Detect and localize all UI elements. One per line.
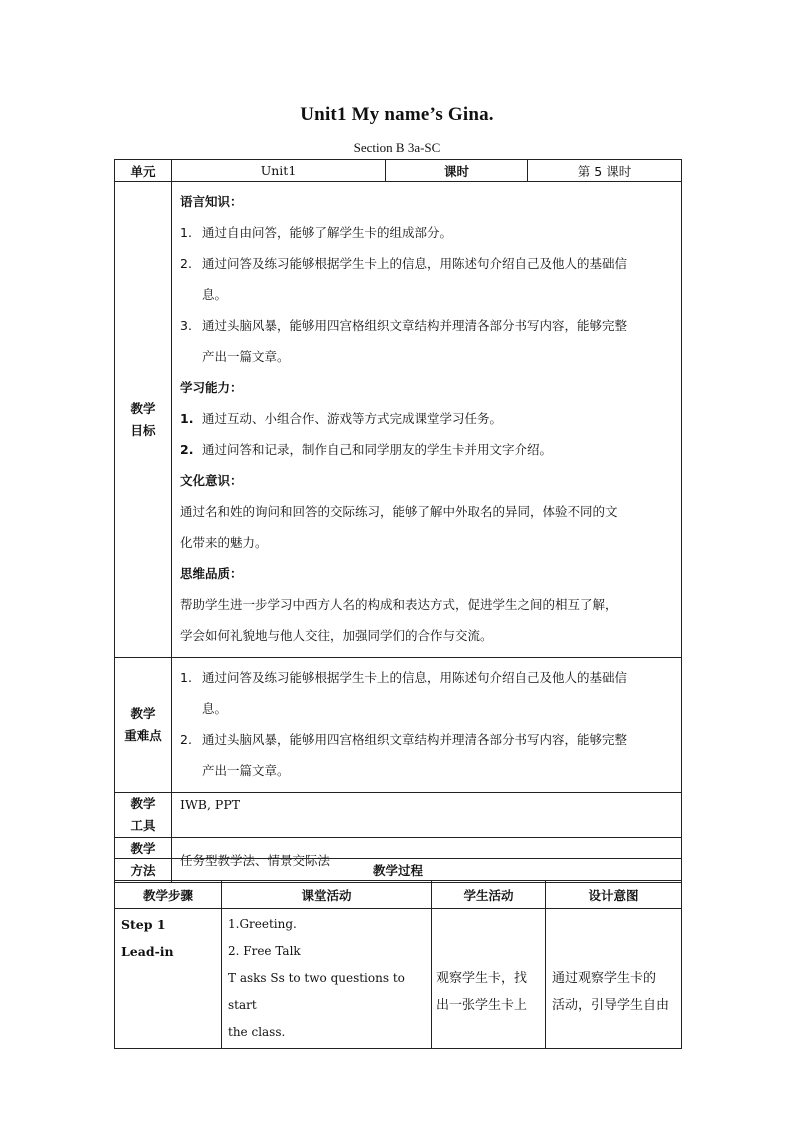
process-table bbox=[114, 858, 682, 1049]
document-title: Unit1 My name’s Gina. bbox=[300, 104, 494, 125]
methods-value: 任务型教学法、情景交际法 bbox=[172, 838, 682, 883]
language-item-line: 息。 bbox=[202, 287, 228, 302]
step-number: Step 1 bbox=[121, 917, 166, 932]
language-item-line: 产出一篇文章。 bbox=[202, 349, 290, 364]
student-line: 观察学生卡，找 bbox=[436, 971, 528, 986]
ability-item-line bbox=[180, 403, 675, 434]
key-points-content bbox=[172, 658, 682, 793]
column-design: 设计意图 bbox=[546, 881, 682, 909]
ability-item-text: 通过问答和记录，制作自己和同学朋友的学生卡并用文字介绍。 bbox=[202, 442, 553, 457]
activity-cell bbox=[222, 909, 432, 1049]
thinking-line: 帮助学生进一步学习中西方人名的构成和表达方式，促进学生之间的相互了解， bbox=[180, 597, 618, 612]
culture-line: 化带来的魅力。 bbox=[180, 535, 268, 550]
activity-line: the class. bbox=[228, 1025, 286, 1039]
student-line: 出一张学生卡上 bbox=[436, 998, 528, 1013]
language-item-text: 通过头脑风暴，能够用四宫格组织文章结构并理清各部分书写内容，能够完整 bbox=[202, 318, 628, 333]
period-label: 课时 bbox=[386, 160, 528, 182]
process-heading: 教学过程 bbox=[115, 859, 682, 881]
unit-label: 单元 bbox=[115, 160, 172, 182]
tools-label: 教学 工具 bbox=[115, 793, 172, 838]
objectives-label: 教学 目标 bbox=[115, 182, 172, 658]
step-name: Lead-in bbox=[121, 944, 174, 959]
design-line: 通过观察学生卡的 bbox=[552, 971, 657, 986]
language-item-line bbox=[180, 248, 675, 279]
key-point-item-text: 通过头脑风暴，能够用四宫格组织文章结构并理清各部分书写内容，能够完整 bbox=[202, 732, 628, 747]
ability-item-number: 2. bbox=[180, 442, 194, 457]
column-step: 教学步骤 bbox=[115, 881, 222, 909]
design-cell bbox=[546, 909, 682, 1049]
ability-heading: 学习能力： bbox=[180, 380, 243, 395]
methods-label: 教学 方法 bbox=[115, 838, 172, 883]
ability-item-text: 通过互动、小组合作、游戏等方式完成课堂学习任务。 bbox=[202, 411, 503, 426]
thinking-heading: 思维品质： bbox=[180, 566, 243, 581]
step-cell bbox=[115, 909, 222, 1049]
period-value: 第 5 课时 bbox=[528, 160, 682, 182]
language-heading: 语言知识： bbox=[180, 194, 243, 209]
culture-heading: 文化意识： bbox=[180, 473, 243, 488]
ability-item-number: 1. bbox=[180, 411, 194, 426]
activity-line: T asks Ss to two questions to start bbox=[228, 971, 405, 1012]
culture-line: 通过名和姓的询问和回答的交际练习，能够了解中外取名的异同，体验不同的文 bbox=[180, 504, 618, 519]
language-item-line bbox=[180, 310, 675, 341]
language-item-number: 3. bbox=[180, 318, 192, 333]
language-item-text: 通过问答及练习能够根据学生卡上的信息，用陈述句介绍自己及他人的基础信 bbox=[202, 256, 628, 271]
language-item-line bbox=[180, 217, 675, 248]
language-item-text: 通过自由问答，能够了解学生卡的组成部分。 bbox=[202, 225, 453, 240]
column-student: 学生活动 bbox=[432, 881, 546, 909]
key-point-item-line: 息。 bbox=[202, 701, 228, 716]
key-point-item-number: 1. bbox=[180, 670, 192, 685]
lesson-info-table bbox=[114, 159, 682, 883]
activity-line: 2. Free Talk bbox=[228, 944, 301, 958]
language-item-number: 1. bbox=[180, 225, 192, 240]
key-point-item-line: 产出一篇文章。 bbox=[202, 763, 290, 778]
thinking-line: 学会如何礼貌地与他人交往，加强同学们的合作与交流。 bbox=[180, 628, 493, 643]
objectives-content bbox=[172, 182, 682, 658]
key-point-item-number: 2. bbox=[180, 732, 192, 747]
key-point-item-text: 通过问答及练习能够根据学生卡上的信息，用陈述句介绍自己及他人的基础信 bbox=[202, 670, 628, 685]
activity-line: 1.Greeting. bbox=[228, 917, 297, 931]
language-item-number: 2. bbox=[180, 256, 192, 271]
tools-value: IWB, PPT bbox=[172, 793, 682, 838]
key-point-item-line bbox=[180, 724, 675, 755]
column-activity: 课堂活动 bbox=[222, 881, 432, 909]
unit-value: Unit1 bbox=[172, 160, 386, 182]
document-subtitle: Section B 3a-SC bbox=[353, 140, 441, 155]
student-cell bbox=[432, 909, 546, 1049]
key-points-label: 教学 重难点 bbox=[115, 658, 172, 793]
ability-item-line bbox=[180, 434, 675, 465]
design-line: 活动，引导学生自由 bbox=[552, 998, 670, 1013]
key-point-item-line bbox=[180, 662, 675, 693]
